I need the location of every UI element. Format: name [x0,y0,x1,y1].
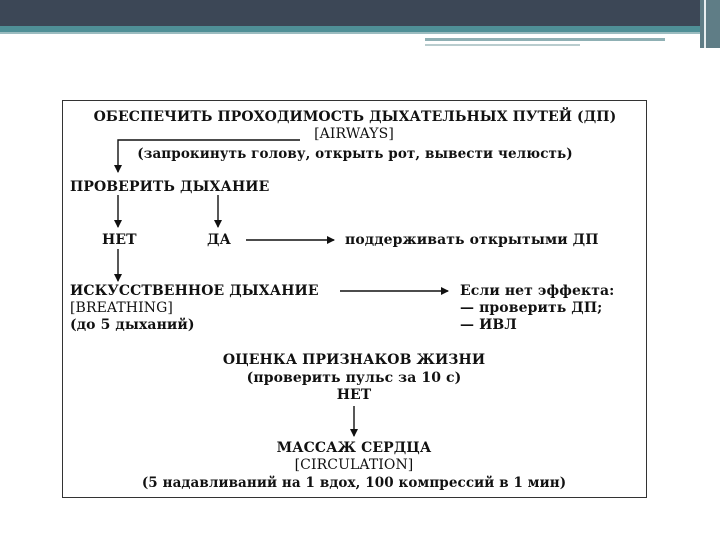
step5-title: МАССАЖ СЕРДЦА [276,440,432,456]
step3-note: (до 5 дыханий) [70,317,195,333]
step3-title: ИСКУССТВЕННОЕ ДЫХАНИЕ [70,283,319,299]
branch-yes-label: ДА [207,232,232,248]
step1-note: (запрокинуть голову, открыть рот, вывести челюсть) [137,146,573,162]
branch-no-label: НЕТ [102,232,137,248]
step2-title: ПРОВЕРИТЬ ДЫХАНИЕ [70,179,270,195]
step5-code: [CIRCULATION] [294,457,414,473]
step4-title: ОЦЕНКА ПРИЗНАКОВ ЖИЗНИ [222,352,486,368]
step1-code: [AIRWAYS] [314,126,394,142]
no-effect-item-check-airways: — проверить ДП; [460,300,603,316]
step3-code: [BREATHING] [70,300,173,316]
step5-note: (5 надавливаний на 1 вдох, 100 компрессий в 1 мин) [141,475,567,491]
no-effect-item-ventilation: — ИВЛ [460,317,517,333]
step4-note: (проверить пульс за 10 с) [246,370,462,386]
branch-yes-action: поддерживать открытыми ДП [345,232,599,248]
step4-result: НЕТ [336,387,372,403]
no-effect-title: Если нет эффекта: [460,283,615,299]
step1-title: ОБЕСПЕЧИТЬ ПРОХОДИМОСТЬ ДЫХАТЕЛЬНЫХ ПУТЕЙ (ДП) [93,109,617,125]
